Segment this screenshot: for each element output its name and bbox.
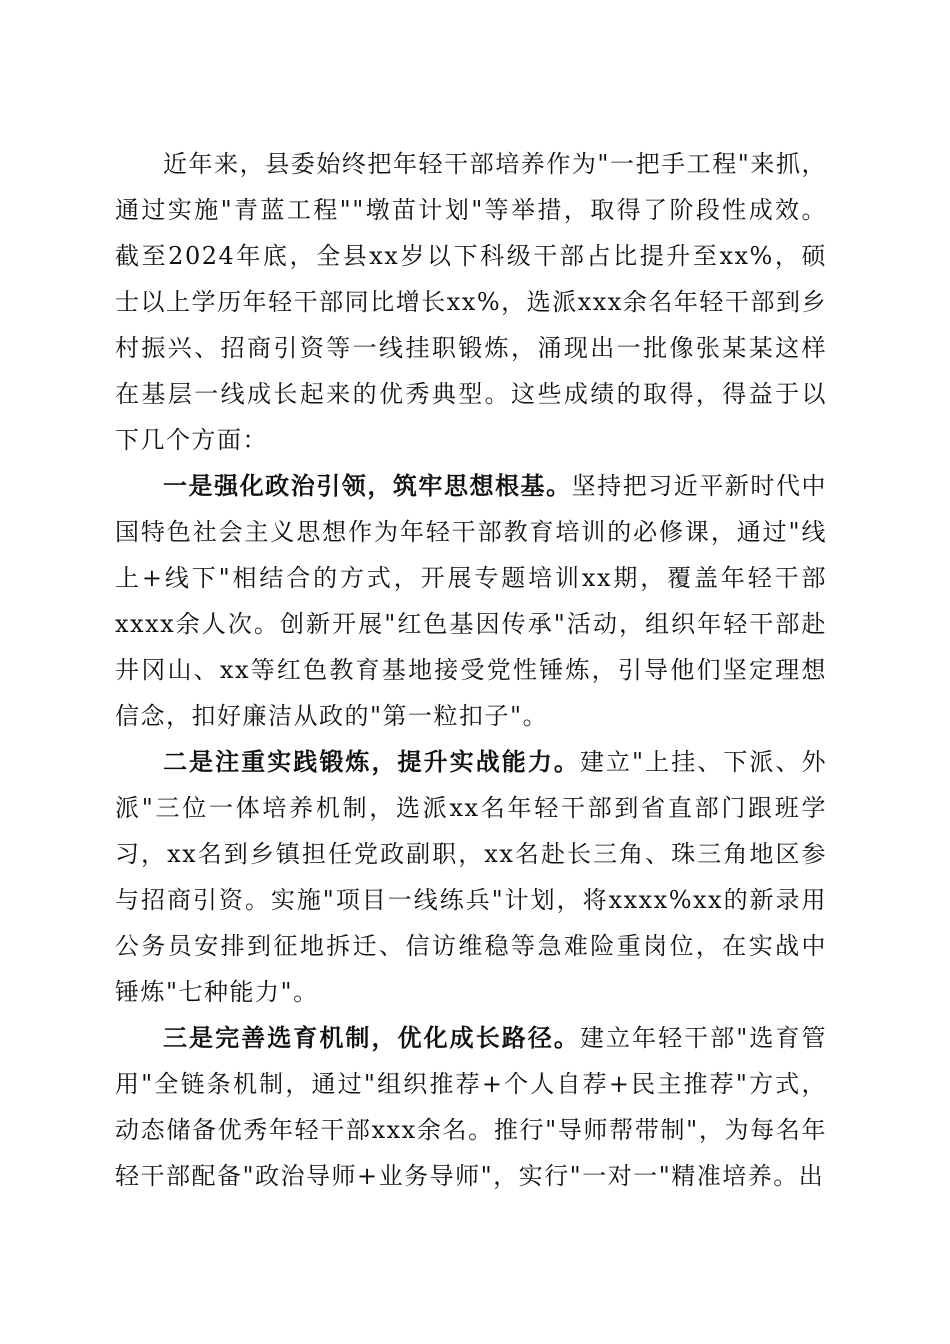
paragraph-point-2-text: 建立"上挂、下派、外派"三位一体培养机制，选派xx名年轻干部到省直部门跟班学习，xx名到乡镇担任党政副职，xx名赴长三角、珠三角地区参与招商引资。实施"项目一线练兵"计划，将xxxx%xx的新录用公务员安排到征地拆迁、信访维稳等急难险重岗位，在实战中锤炼"七种能力"。 <box>115 748 827 1006</box>
paragraph-intro <box>115 141 827 463</box>
paragraph-point-1-text: 坚持把习近平新时代中国特色社会主义思想作为年轻干部教育培训的必修课，通过"线上+线下"相结合的方式，开展专题培训xx期，覆盖年轻干部xxxx余人次。创新开展"红色基因传承"活动，组织年轻干部赴井冈山、xx等红色教育基地接受党性锤炼，引导他们坚定理想信念，扣好廉洁从政的"第一粒扣子"。 <box>115 472 827 730</box>
paragraph-point-2-heading: 二是注重实践锻炼，提升实战能力。 <box>163 747 580 776</box>
paragraph-point-2 <box>115 739 827 1015</box>
paragraph-point-1 <box>115 463 827 739</box>
paragraph-point-3-heading: 三是完善选育机制，优化成长路径。 <box>163 1023 580 1052</box>
paragraph-intro-text: 近年来，县委始终把年轻干部培养作为"一把手工程"来抓，通过实施"青蓝工程""墩苗计划"等举措，取得了阶段性成效。截至2024年底，全县xx岁以下科级干部占比提升至xx%，硕士以上学历年轻干部同比增长xx%，选派xxx余名年轻干部到乡村振兴、招商引资等一线挂职锻炼，涌现出一批像张某某这样在基层一线成长起来的优秀典型。这些成绩的取得，得益于以下几个方面： <box>115 150 827 454</box>
document-body <box>115 141 827 1199</box>
paragraph-point-1-heading: 一是强化政治引领，筑牢思想根基。 <box>163 471 572 500</box>
paragraph-point-3-text: 建立年轻干部"选育管用"全链条机制，通过"组织推荐+个人自荐+民主推荐"方式，动态储备优秀年轻干部xxx余名。推行"导师帮带制"，为每名年轻干部配备"政治导师+业务导师"，实行"一对一"精准培养。出 <box>115 1024 827 1190</box>
paragraph-point-3 <box>115 1015 827 1199</box>
